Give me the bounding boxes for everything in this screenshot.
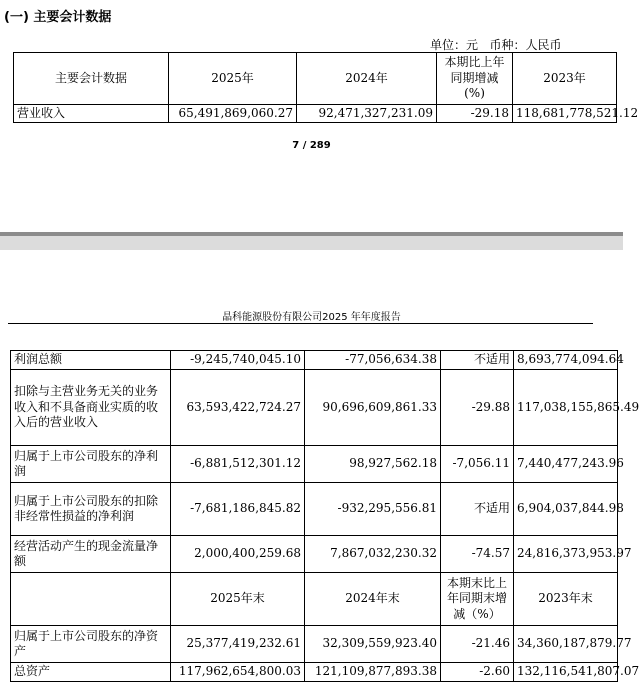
- subheader-2023-end: 2023年末: [514, 573, 618, 626]
- row-label: 总资产: [11, 663, 171, 682]
- table-subheader-row: [11, 573, 618, 626]
- page-number: 7 / 289: [292, 140, 331, 151]
- accounting-data-table-1: [13, 52, 639, 123]
- value-2025: -9,245,740,045.10: [171, 351, 305, 370]
- accounting-data-table-2: [10, 350, 639, 682]
- section-title: (一) 主要会计数据: [4, 10, 112, 25]
- header-change-line: (%): [464, 86, 485, 101]
- value-2023-end: 132,116,541,807.07: [514, 663, 618, 682]
- value-2024: 92,471,327,231.09: [297, 105, 437, 123]
- table-row: [14, 105, 617, 123]
- row-label: 归属于上市公司股东的净利润: [11, 446, 171, 483]
- subheader-2025-end: 2025年末: [171, 573, 305, 626]
- value-2025: 63,593,422,724.27: [171, 370, 305, 446]
- value-2023: 7,440,477,243.96: [514, 446, 618, 483]
- running-header: 晶科能源股份有限公司2025 年年度报告: [222, 312, 401, 323]
- value-2025: -7,681,186,845.82: [171, 483, 305, 536]
- table-header-row: [14, 53, 617, 105]
- value-change: -21.46: [441, 626, 514, 663]
- value-change: -29.88: [441, 370, 514, 446]
- table-row: [11, 446, 618, 483]
- value-2024-end: 121,109,877,893.38: [305, 663, 441, 682]
- value-change: -74.57: [441, 536, 514, 573]
- value-2023: 8,693,774,094.64: [514, 351, 618, 370]
- subheader-change-line: 本期末比上: [446, 575, 507, 590]
- table-row: [11, 663, 618, 682]
- value-2024: 90,696,609,861.33: [305, 370, 441, 446]
- table-row: [11, 370, 618, 446]
- header-rule: [8, 323, 593, 324]
- header-2023: 2023年: [513, 53, 617, 105]
- value-2025: -6,881,512,301.12: [171, 446, 305, 483]
- row-label: 归属于上市公司股东的扣除非经常性损益的净利润: [11, 483, 171, 536]
- value-change: -7,056.11: [441, 446, 514, 483]
- value-2024: 7,867,032,230.32: [305, 536, 441, 573]
- value-2025-end: 25,377,419,232.61: [171, 626, 305, 663]
- header-change-line: 同期增减: [450, 70, 499, 85]
- value-2023-end: 34,360,187,879.77: [514, 626, 618, 663]
- row-label: 利润总额: [11, 351, 171, 370]
- value-change: 不适用: [441, 483, 514, 536]
- value-2024: 98,927,562.18: [305, 446, 441, 483]
- value-2025-end: 117,962,654,800.03: [171, 663, 305, 682]
- row-label: 营业收入: [14, 105, 169, 123]
- value-change: -29.18: [437, 105, 513, 123]
- header-2024: 2024年: [297, 53, 437, 105]
- subheader-2024-end: 2024年末: [305, 573, 441, 626]
- header-change-line: 本期比上年: [444, 55, 505, 70]
- table-row: [11, 626, 618, 663]
- row-label: 归属于上市公司股东的净资产: [11, 626, 171, 663]
- value-change: -2.60: [441, 663, 514, 682]
- subheader-change: [441, 573, 514, 626]
- row-label: 经营活动产生的现金流量净额: [11, 536, 171, 573]
- value-2024: -77,056,634.38: [305, 351, 441, 370]
- unit-currency-note: 单位：元 币种：人民币: [430, 38, 562, 52]
- value-2025: 65,491,869,060.27: [169, 105, 297, 123]
- subheader-change-line: 减（%）: [453, 606, 501, 621]
- value-2023: 6,904,037,844.98: [514, 483, 618, 536]
- value-change: 不适用: [441, 351, 514, 370]
- page-gap: [0, 236, 623, 250]
- value-2024: -932,295,556.81: [305, 483, 441, 536]
- header-change: [437, 53, 513, 105]
- header-2025: 2025年: [169, 53, 297, 105]
- value-2023: 117,038,155,865.49: [514, 370, 618, 446]
- row-label: 扣除与主营业务无关的业务收入和不具备商业实质的收入后的营业收入: [11, 370, 171, 446]
- subheader-change-line: 年同期末增: [446, 591, 507, 606]
- header-item: 主要会计数据: [14, 53, 169, 105]
- table-row: [11, 536, 618, 573]
- table-row: [11, 351, 618, 370]
- value-2023: 118,681,778,521.12: [513, 105, 617, 123]
- subheader-item: [11, 573, 171, 626]
- value-2025: 2,000,400,259.68: [171, 536, 305, 573]
- value-2024-end: 32,309,559,923.40: [305, 626, 441, 663]
- value-2023: 24,816,373,953.97: [514, 536, 618, 573]
- table-row: [11, 483, 618, 536]
